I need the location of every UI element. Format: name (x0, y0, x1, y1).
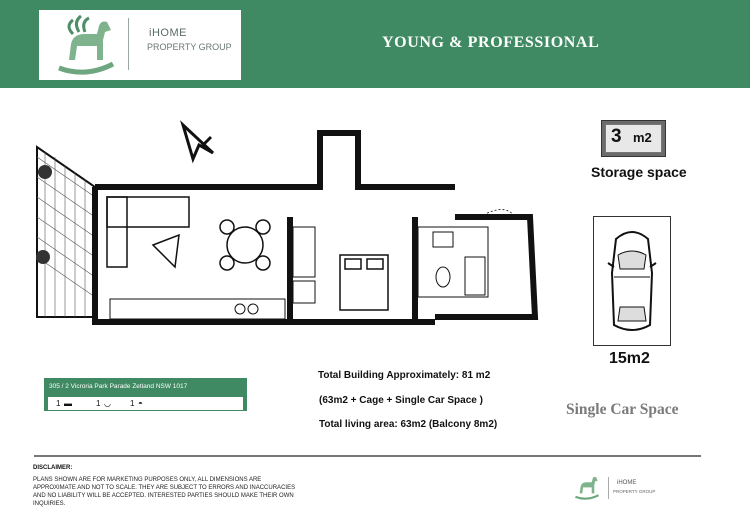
feature-strip (48, 397, 243, 410)
storage-size: 3 (611, 126, 622, 147)
header-banner (0, 0, 750, 88)
tagline: YOUNG & PROFESSIONAL (382, 34, 600, 51)
brand-title: iHOME (149, 27, 187, 39)
bath-count: 1 (96, 399, 101, 408)
brand-logo (39, 10, 241, 80)
listing-panel (44, 378, 247, 411)
logo-divider (128, 18, 129, 70)
living-area: Total living area: 63m2 (Balcony 8m2) (319, 419, 498, 430)
disclaimer-text: PLANS SHOWN ARE FOR MARKETING PURPOSES ONLY, ALL DIMENSIONS ARE APPROXIMATE AND NOT TO SCALE. THEY ARE SUBJECT TO ERRORS AND INACCURACIES AND NO LIABILITY WILL BE ACCEPTED. INTERESTED PARTIES SHOULD MAKE THEIR OWN INQUIRIES. (33, 477, 296, 507)
divider (34, 455, 701, 457)
bed-icon: ▬ (64, 399, 72, 408)
dining-table (220, 220, 270, 270)
kitchen (110, 227, 315, 319)
listing-address: 305 / 2 Vicroria Park Parade Zetland NSW 1017 (49, 383, 188, 390)
north-arrow-icon (183, 125, 213, 159)
disclaimer-title: DISCLAIMER: (33, 465, 73, 471)
rocking-horse-icon (572, 473, 602, 501)
footer-logo (572, 473, 662, 503)
car-space-area: 15m2 (609, 350, 650, 367)
balcony (36, 147, 95, 317)
bathroom (418, 227, 488, 297)
storage-unit: m2 (633, 130, 652, 145)
bed-count: 1 (56, 399, 61, 408)
floor-plan (25, 117, 550, 334)
footer-brand-title: iHOME (617, 480, 637, 486)
car-small-icon: ◓ (138, 399, 143, 408)
sofa (107, 197, 189, 267)
brand-subtitle: PROPERTY GROUP (147, 42, 232, 52)
footer-divider (608, 477, 609, 499)
rocking-horse-icon (51, 14, 121, 76)
car-count: 1 (130, 399, 135, 408)
bed (340, 255, 388, 310)
total-building-value: 81 m2 (461, 370, 491, 381)
total-building (318, 370, 490, 381)
footer-brand-subtitle: PROPERTY GROUP (613, 489, 656, 494)
storage-badge (601, 120, 666, 157)
car-space-box (593, 216, 671, 346)
car-icon (594, 217, 670, 345)
storage-label: Storage space (591, 164, 687, 180)
car-space-label: Single Car Space (566, 401, 679, 418)
area-breakdown: (63m2 + Cage + Single Car Space ) (319, 395, 483, 406)
total-building-label: Total Building Approximately: (318, 370, 460, 381)
bath-icon: ◡ (104, 399, 111, 408)
